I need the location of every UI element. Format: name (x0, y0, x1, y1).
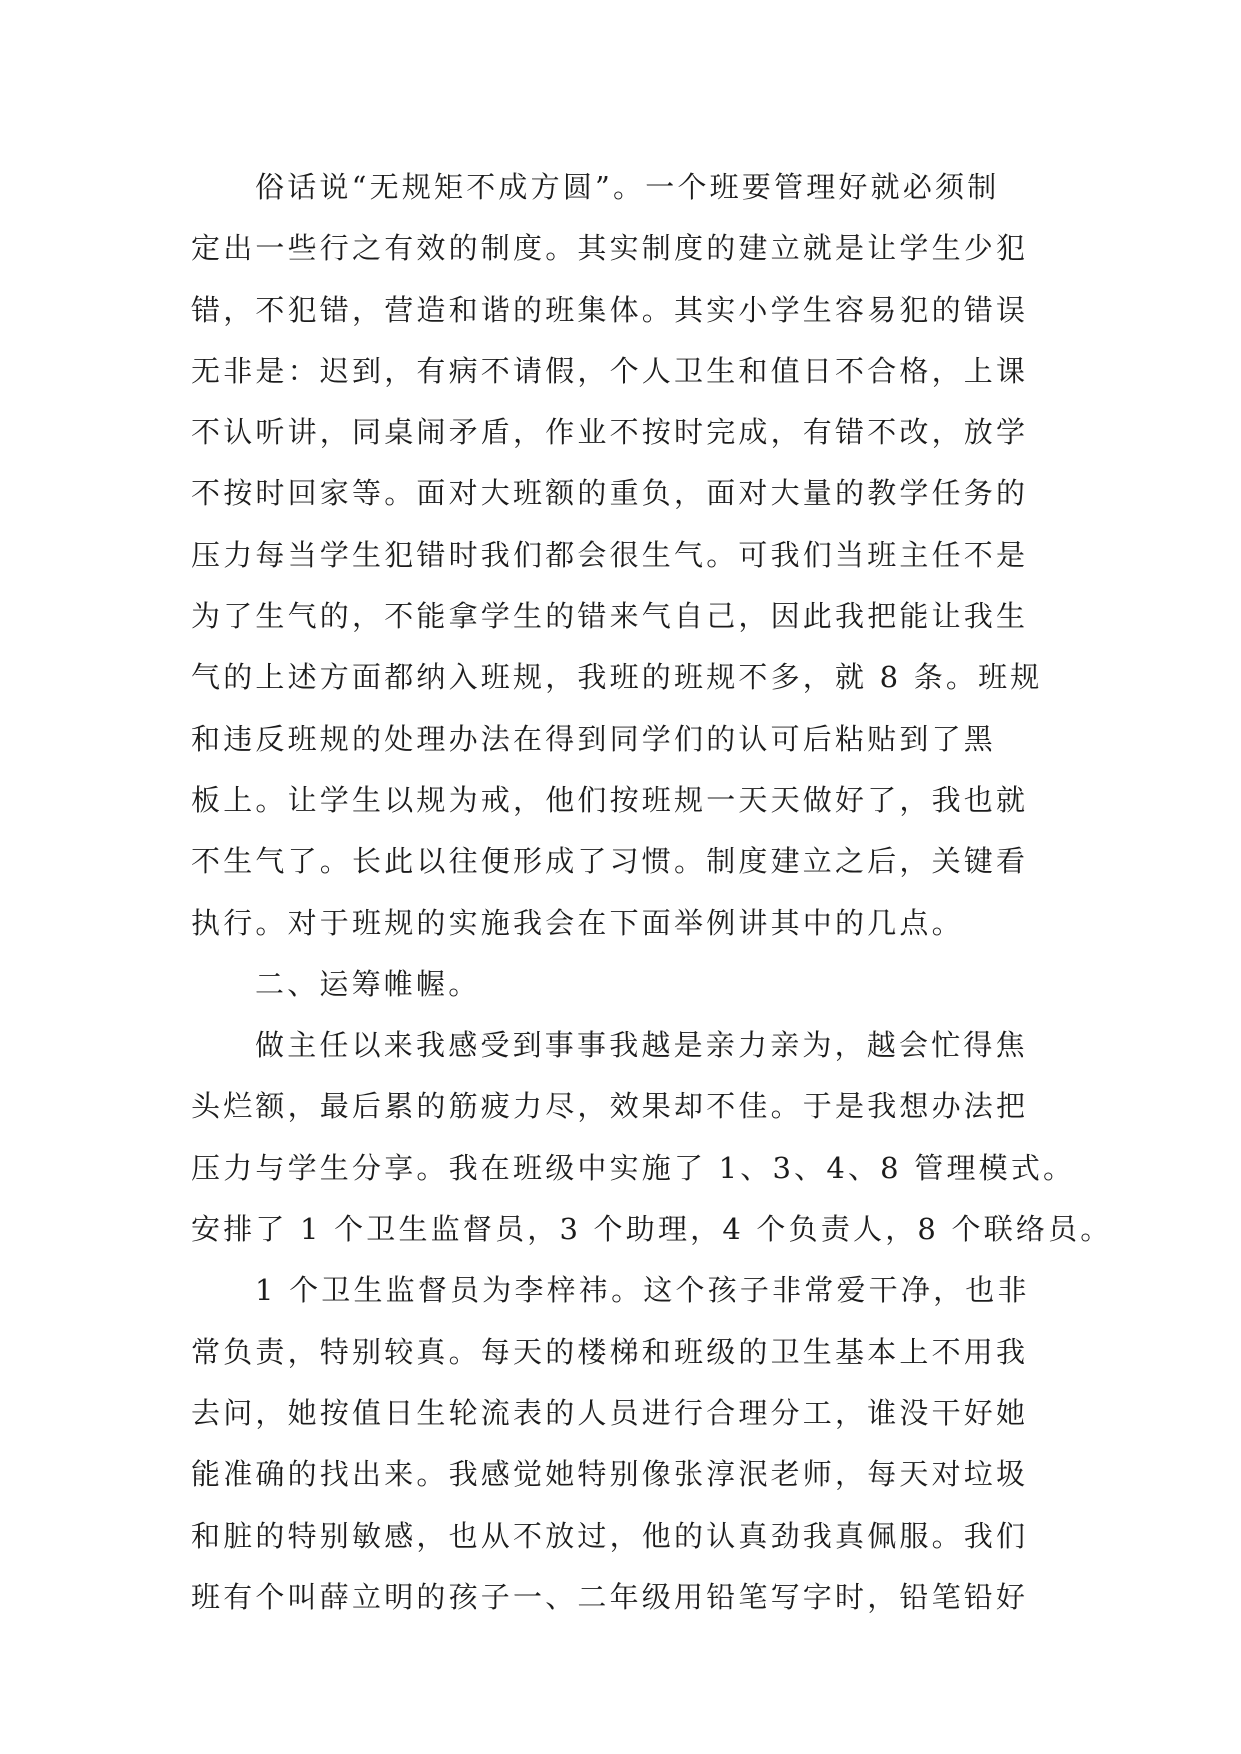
text-line: 为了生气的，不能拿学生的错来气自己，因此我把能让我生 (191, 599, 1029, 634)
section-heading: 二、运筹帷幄。 (255, 966, 481, 1001)
text-line: 气的上述方面都纳入班规，我班的班规不多，就 8 条。班规 (191, 660, 1043, 695)
text-line: 不生气了。长此以往便形成了习惯。制度建立之后，关键看 (191, 844, 1029, 879)
text-line: 去问，她按值日生轮流表的人员进行合理分工，谁没干好她 (191, 1395, 1029, 1430)
text-line: 做主任以来我感受到事事我越是亲力亲为，越会忙得焦 (255, 1028, 1028, 1063)
text-line: 俗话说“无规矩不成方圆”。一个班要管理好就必须制 (255, 170, 1000, 204)
text-line: 和违反班规的处理办法在得到同学们的认可后粘贴到了黑 (191, 721, 997, 756)
text-line: 定出一些行之有效的制度。其实制度的建立就是让学生少犯 (191, 231, 1029, 266)
text-line: 能准确的找出来。我感觉她特别像张淳泯老师，每天对垃圾 (191, 1457, 1029, 1492)
text-line: 板上。让学生以规为戒，他们按班规一天天做好了，我也就 (191, 782, 1029, 817)
text-line: 不按时回家等。面对大班额的重负，面对大量的教学任务的 (191, 476, 1029, 511)
text-line: 不认听讲，同桌闹矛盾，作业不按时完成，有错不改，放学 (191, 415, 1029, 450)
text-line: 压力与学生分享。我在班级中实施了 1、3、4、8 管理模式。 (191, 1150, 1076, 1185)
text-line: 常负责，特别较真。每天的楼梯和班级的卫生基本上不用我 (191, 1334, 1029, 1369)
text-line: 1 个卫生监督员为李梓祎。这个孩子非常爱干净，也非 (255, 1273, 1030, 1308)
text-line: 安排了 1 个卫生监督员，3 个助理，4 个负责人，8 个联络员。 (191, 1212, 1113, 1247)
text-line: 头烂额，最后累的筋疲力尽，效果却不佳。于是我想办法把 (191, 1089, 1029, 1124)
text-line: 无非是：迟到，有病不请假，个人卫生和值日不合格，上课 (191, 353, 1029, 388)
text-line: 压力每当学生犯错时我们都会很生气。可我们当班主任不是 (191, 537, 1029, 572)
text-line: 班有个叫薛立明的孩子一、二年级用铅笔写字时，铅笔铅好 (191, 1579, 1029, 1614)
text-line: 和脏的特别敏感，也从不放过，他的认真劲我真佩服。我们 (191, 1518, 1029, 1553)
body-text (191, 157, 1113, 1628)
text-line: 执行。对于班规的实施我会在下面举例讲其中的几点。 (191, 905, 964, 940)
text-line: 错，不犯错，营造和谐的班集体。其实小学生容易犯的错误 (191, 292, 1029, 327)
